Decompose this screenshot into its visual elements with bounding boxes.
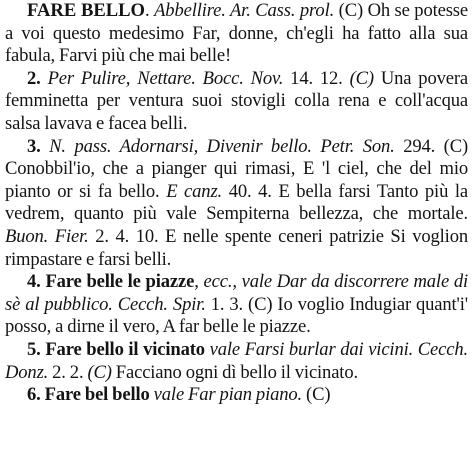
definition: Per Pulire, Nettare. Bocc. Nov.	[47, 67, 284, 89]
entry-sense-5	[5, 339, 468, 384]
definition: ecc., vale Dar da discorrere male di sè al pubblico. Cecch. Spir.	[5, 271, 469, 315]
entry-main	[5, 0, 468, 68]
entry-text: ,	[194, 271, 204, 293]
quotation: 40. 4. E bella farsi Tanto più la vedrem, quanto più vale Sempiterna bellezza, che mortale.	[5, 180, 468, 225]
quotation: Una povera femminetta per ventura suoi stovigli colla rena e coll'acqua salsa lavava e facea belli.	[5, 67, 468, 134]
entry-sense-6	[5, 384, 468, 407]
quotation: (C) Oh se potesse a voi questo medesimo Far, donne, ch'egli ha fatto alla sua fabula, Farvi più che mai belle!	[5, 0, 468, 67]
quotation: Facciano ogni dì bello il vicinato.	[111, 361, 358, 383]
entry-sense-4	[5, 271, 468, 339]
definition: vale Farsi burlar dai vicini. Cecch. Donz.	[5, 338, 468, 383]
dictionary-page	[5, 0, 468, 407]
sense-number: 2.	[27, 67, 48, 89]
source-mark: (C)	[87, 361, 112, 383]
sense-number: 4.	[27, 271, 46, 293]
phrase: Fare bel bello	[44, 384, 150, 406]
entry-sense-3	[5, 136, 468, 272]
definition: Abbellire. Ar. Cass. prol.	[154, 0, 335, 21]
entry-text: .	[145, 0, 155, 21]
source-mark: (C)	[302, 384, 331, 406]
definition: vale Far pian piano.	[153, 384, 303, 406]
quotation: 1. 3. (C) Io voglio Indugiar quant'i' posso, a dirne il vero, A far belle le piazze.	[5, 293, 468, 338]
quotation: 294. (C) Conobbil'io, che a pianger qui rimasi, E 'l ciel, che del mio pianto or si fa bello.	[5, 135, 468, 202]
citation: 2. 2.	[48, 361, 88, 383]
quotation: 2. 4. 10. E nelle spente ceneri patrizie Si voglion rimpastare e farsi belli.	[5, 225, 468, 270]
citation: 14. 12.	[283, 67, 350, 89]
entry-sense-2	[5, 68, 468, 136]
headword: FARE BELLO	[27, 0, 146, 21]
source: E canz.	[166, 180, 223, 202]
phrase: Fare belle le piazze	[45, 271, 195, 293]
sense-number: 3.	[27, 135, 50, 157]
source: Buon. Fier.	[5, 225, 89, 247]
phrase: Fare bello il vicinato	[45, 338, 205, 360]
definition: N. pass. Adornarsi, Divenir bello. Petr. Son.	[49, 135, 395, 157]
sense-number: 5.	[27, 338, 46, 360]
sense-number: 6.	[27, 384, 45, 406]
source-mark: (C)	[349, 67, 374, 89]
